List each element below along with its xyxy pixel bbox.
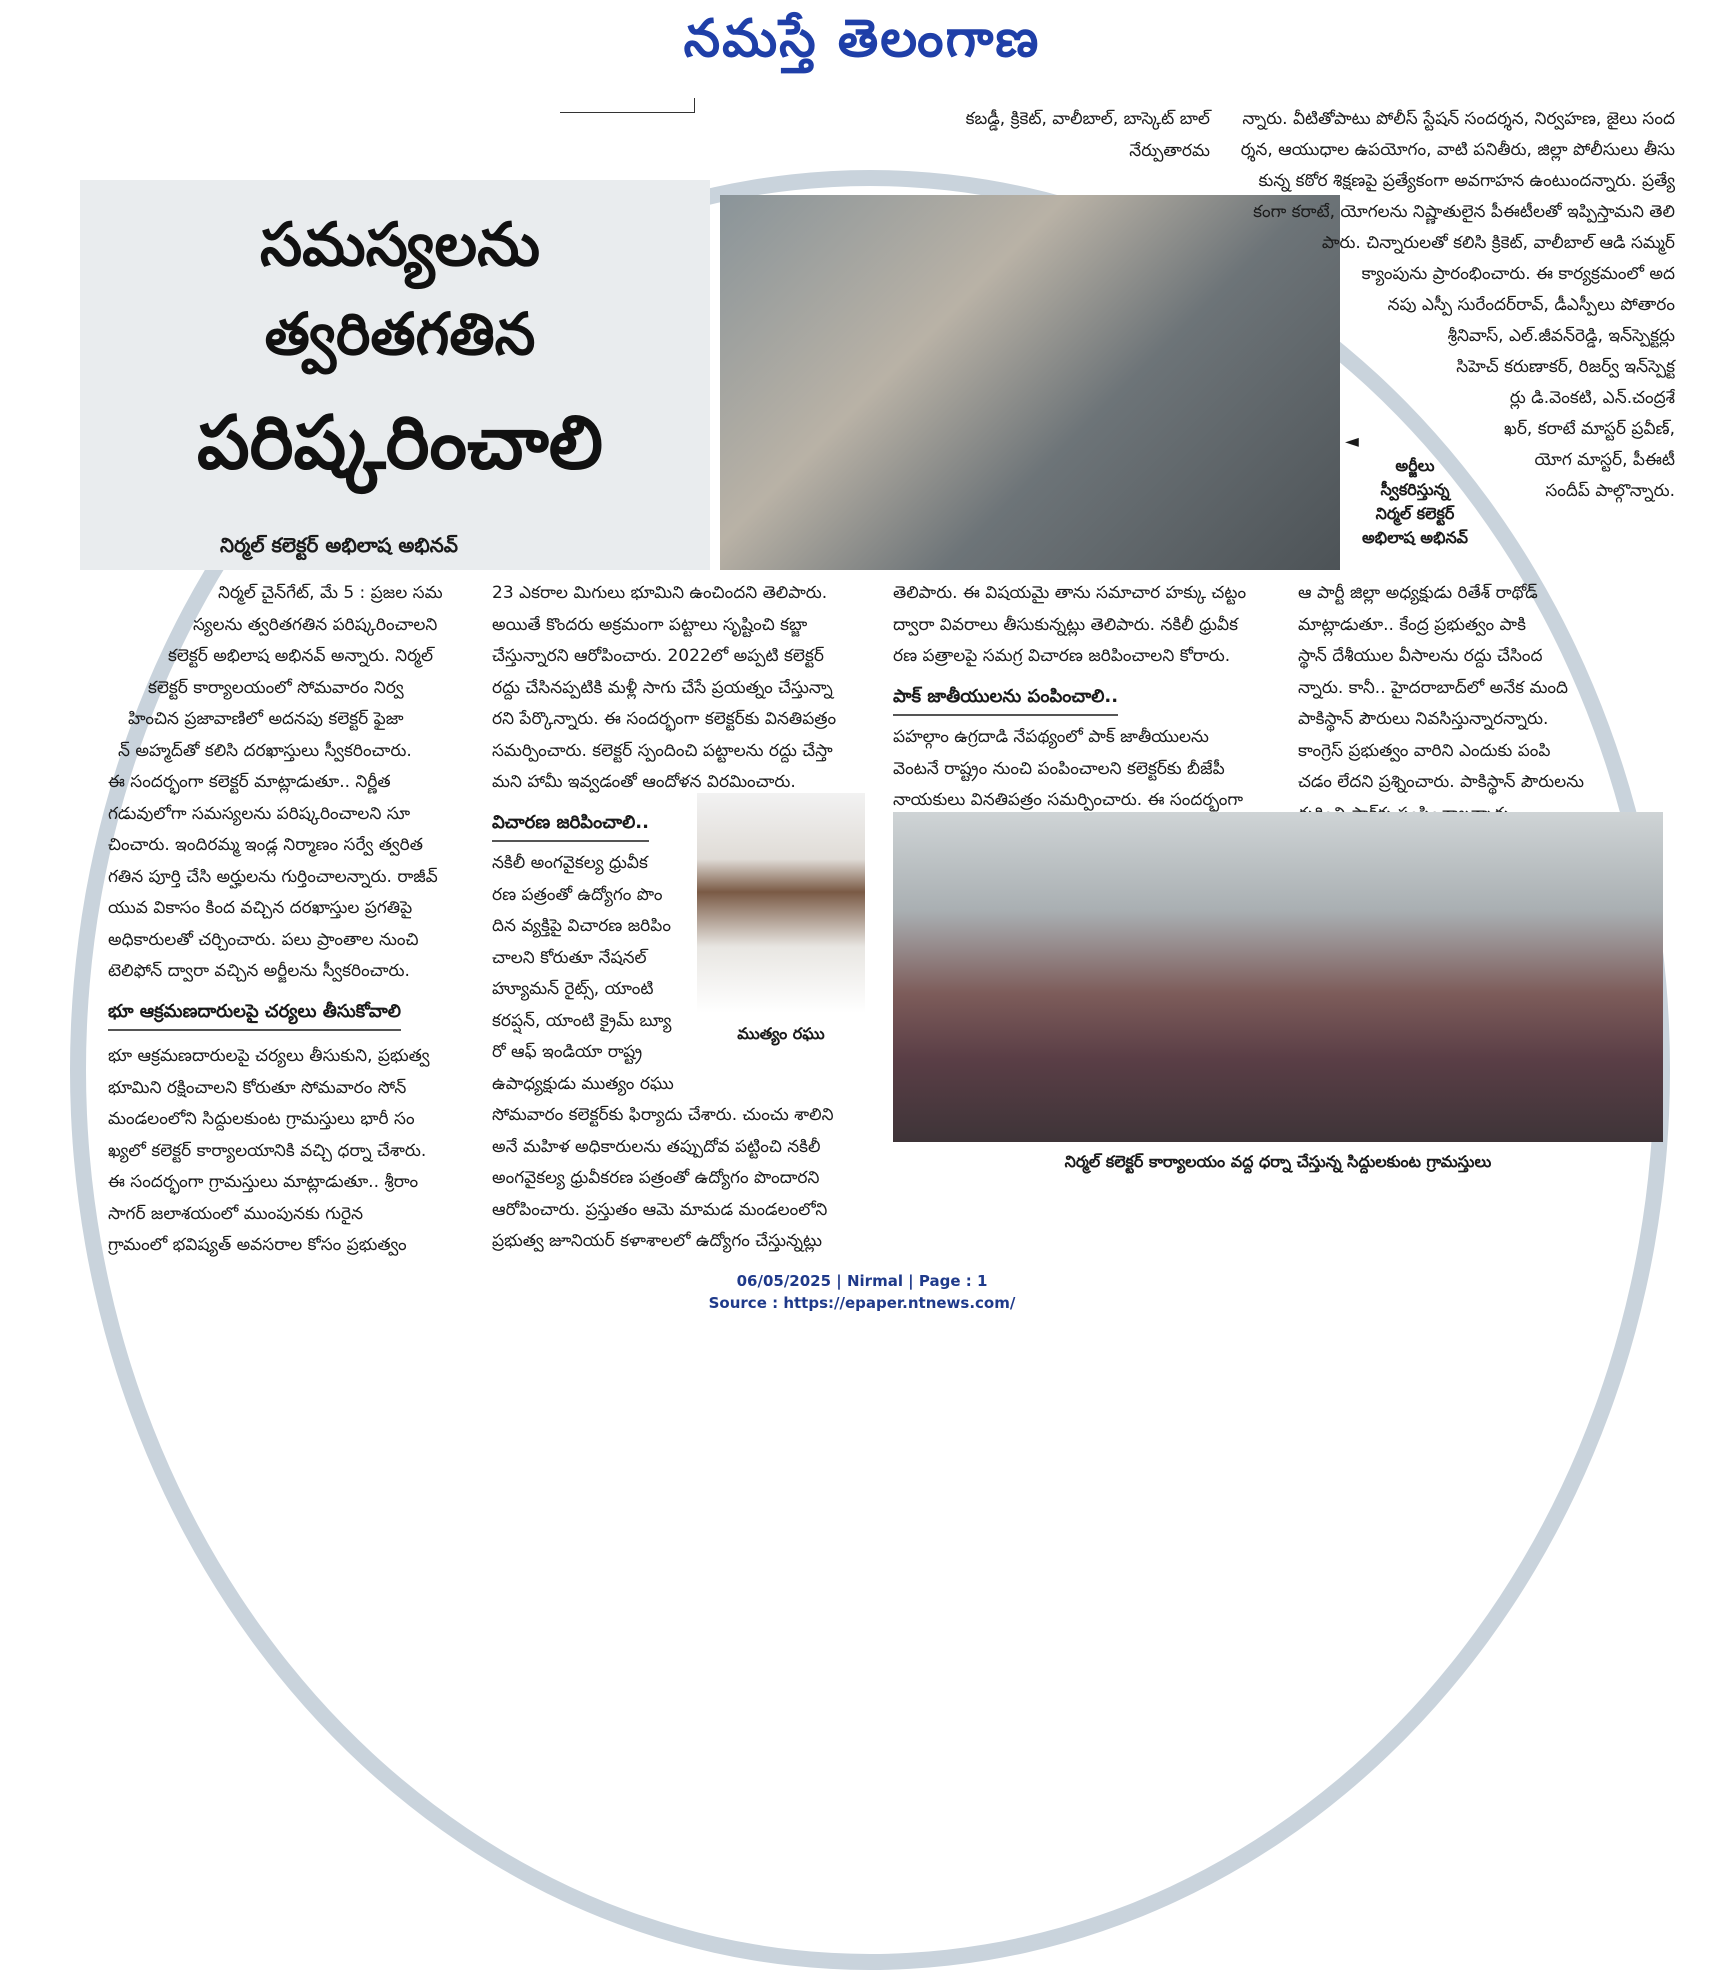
text-line: కలెక్టర్ కార్యాలయంలో సోమవారం నిర్వ	[148, 677, 404, 698]
text-line: పారు. చిన్నారులతో కలిసి క్రికెట్, వాలీబాల్ ఆడి సమ్మర్	[1321, 233, 1675, 253]
text-line: ద్వారా వివరాలు తీసుకున్నట్లు తెలిపారు. నకిలీ ధ్రువీక	[893, 614, 1239, 635]
text-line: నపు ఎస్పీ సురేందర్‌రావ్, డీఎస్పీలు పోతారం	[1387, 295, 1675, 315]
subhead-inquiry: విచారణ జరిపించాలి..	[492, 807, 649, 843]
text-line: కలెక్టర్ అభిలాష అభినవ్ అన్నారు. నిర్మల్	[168, 646, 434, 666]
text-line: 23 ఎకరాల మిగులు భూమిని ఉంచిందని తెలిపారు.	[492, 583, 828, 603]
text-line: అధికారులతో చర్చించారు. పలు ప్రాంతాల నుంచి	[108, 929, 419, 950]
text-line: పాకిస్థాన్ పౌరులు నివసిస్తున్నారన్నారు.	[1298, 709, 1549, 729]
text-line: ర్లు డి.వెంకటి, ఎన్.చంద్రశే	[1509, 388, 1675, 408]
byline: నిర్మల్ కలెక్టర్ అభిలాష అభినవ్	[220, 533, 459, 557]
text-line: టెలిఫోన్ ద్వారా వచ్చిన అర్జీలను స్వీకరించారు.	[108, 961, 410, 981]
text-line: స్థాన్ దేశీయుల వీసాలను రద్దు చేసింద	[1298, 646, 1543, 666]
text-line: ప్రభుత్వ జూనియర్ కళాశాలలో ఉద్యోగం చేస్తున్నట్లు	[492, 1231, 822, 1251]
text-line: ర్శన, ఆయుధాల ఉపయోగం, వాటి పనితీరు, జిల్లా పోలీసులు తీసు	[1240, 140, 1675, 160]
text-line: హ్యూమన్ రైట్స్, యాంటి	[492, 979, 654, 999]
headline-line: సమస్యలను	[260, 210, 540, 280]
text-line: మండలంలోని సిద్దులకుంట గ్రామస్తులు భారీ సం	[108, 1109, 415, 1129]
caption-line: స్వీకరిస్తున్న	[1380, 480, 1450, 499]
text-line: పహల్గాం ఉగ్రదాడి నేపథ్యంలో పాక్ జాతీయులను	[893, 727, 1209, 747]
headline-line: పరిష్కరించాలి	[197, 400, 603, 486]
photo-villagers-dharna	[893, 812, 1663, 1142]
top-fragment-line: నేర్పుతారమ	[1129, 140, 1210, 161]
text-line: గతిన పూర్తి చేసి అర్హులను గుర్తించాలన్నారు. రాజీవ్	[108, 866, 438, 887]
text-line: గడువులోగా సమస్యలను పరిష్కరించాలని సూ	[108, 803, 411, 824]
text-line: మని హామీ ఇవ్వడంతో ఆందోళన విరమించారు.	[492, 772, 796, 792]
text-line: చేస్తున్నారని ఆరోపించారు. 2022లో అప్పటి కలెక్టర్	[492, 646, 824, 666]
text-line: అనే మహిళ అధికారులను తప్పుదోవ పట్టించి నకిలీ	[492, 1136, 821, 1157]
text-line: యోగ మాస్టర్, పీఈటీ	[1534, 450, 1675, 470]
text-line: రణ పత్రాలపై సమగ్ర విచారణ జరిపించాలని కోరారు.	[893, 646, 1231, 666]
text-line: సందీప్ పాల్గొన్నారు.	[1545, 481, 1675, 501]
text-line: కరప్షన్, యాంటి క్రైమ్ బ్యూ	[492, 1010, 672, 1031]
text-line: సోమవారం కలెక్టర్‌కు ఫిర్యాదు చేశారు. చుంచు శాలిని	[492, 1105, 834, 1125]
top-fragment	[910, 104, 1210, 167]
text-line: ఖర్, కరాటే మాస్టర్ ప్రవీణ్,	[1503, 419, 1675, 439]
caption-line: నిర్మల్ కలెక్టర్	[1375, 504, 1455, 523]
text-line: ఆరోపించారు. ప్రస్తుతం ఆమె మామడ మండలంలోని	[492, 1199, 828, 1220]
text-line: చడం లేదని ప్రశ్నించారు. పాకిస్థాన్ పౌరులను	[1298, 772, 1585, 792]
text-line: నాయకులు వినతిపత్రం సమర్పించారు. ఈ సందర్భంగా	[893, 790, 1244, 810]
headline-line: త్వరితగతిన	[264, 300, 536, 368]
text-line: న్నారు. వీటితోపాటు పోలీస్ స్టేషన్ సందర్శన, నిర్వహణ, జైలు సంద	[1242, 109, 1675, 129]
text-line: భూ ఆక్రమణదారులపై చర్యలు తీసుకుని, ప్రభుత్వ	[108, 1046, 430, 1066]
footer-date-line: 06/05/2025 | Nirmal | Page : 1	[736, 1272, 988, 1290]
subhead-land-encroachers: భూ ఆక్రమణదారులపై చర్యలు తీసుకోవాలి	[108, 996, 401, 1032]
text-line: కాంగ్రెస్ ప్రభుత్వం వారిని ఎందుకు పంపి	[1298, 740, 1551, 761]
text-line: ఈ సందర్భంగా గ్రామస్తులు మాట్లాడుతూ.. శ్రీరాం	[108, 1172, 419, 1192]
caption-line: అభిలాష అభినవ్	[1361, 528, 1469, 547]
text-line: శ్రీనివాస్, ఎల్.జీవన్‌రెడ్డి, ఇన్‌స్పెక్టర్లు	[1447, 326, 1675, 346]
text-line: ఈ సందర్భంగా కలెక్టర్ మాట్లాడుతూ.. నిర్ణీత	[108, 772, 391, 792]
text-line: తెలిపారు. ఈ విషయమై తాను సమాచార హక్కు చట్టం	[893, 583, 1247, 603]
top-rule-tick	[694, 98, 695, 112]
footer-source-line: Source : https://epaper.ntnews.com/	[708, 1294, 1016, 1312]
text-line: స్యలను త్వరితగతిన పరిష్కరించాలని	[193, 614, 438, 635]
subhead-pak-nationals: పాక్ జాతీయులను పంపించాలి..	[893, 681, 1118, 717]
article-column-3	[893, 578, 1271, 817]
portrait-muthyam-raghu	[697, 793, 865, 1013]
text-line: అయితే కొందరు అక్రమంగా పట్టాలు సృష్టించి కబ్జా	[492, 614, 808, 635]
text-line: దిన వ్యక్తిపై విచారణ జరిపిం	[492, 916, 671, 936]
text-line: సిహెచ్ కరుణాకర్, రిజర్వ్ ఇన్‌స్పెక్ట	[1456, 357, 1675, 377]
text-line: యువ వికాసం కింద వచ్చిన దరఖాస్తుల ప్రగతిపై	[108, 898, 413, 918]
right-top-column	[1235, 104, 1675, 507]
text-line: ఆ పార్టీ జిల్లా అధ్యక్షుడు రితేశ్ రాథోడ్	[1298, 583, 1538, 603]
text-line: న్నారు. కానీ.. హైదరాబాద్‌లో అనేక మంది	[1298, 677, 1569, 698]
text-line: నిర్మల్ చైన్‌గేట్, మే 5 : ప్రజల సమ	[218, 583, 443, 603]
top-rule-left	[560, 112, 695, 113]
text-line: రో ఆఫ్ ఇండియా రాష్ట్ర	[492, 1042, 643, 1062]
text-line: రని పేర్కొన్నారు. ఈ సందర్భంగా కలెక్టర్‌కు వినతిపత్రం	[492, 709, 837, 729]
top-fragment-line: కబడ్డీ, క్రికెట్, వాలీబాల్, బాస్కెట్ బాల్	[965, 109, 1210, 129]
text-line: గ్రామంలో భవిష్యత్ అవసరాల కోసం ప్రభుత్వం	[108, 1235, 407, 1255]
text-line: రణ పత్రంతో ఉద్యోగం పొం	[492, 884, 663, 905]
text-line: కున్న కఠోర శిక్షణపై ప్రత్యేకంగా అవగాహన ఉంటుందన్నారు. ప్రత్యే	[1258, 171, 1675, 191]
text-line: మాట్లాడుతూ.. కేంద్ర ప్రభుత్వం పాకి	[1298, 614, 1526, 635]
portrait-caption: ముత్యం రఘు	[737, 1024, 825, 1043]
text-line: సాగర్ జలాశయంలో ముంపునకు గురైన	[108, 1203, 364, 1224]
caption-arrow-icon: ◄	[1345, 431, 1359, 452]
text-line: సమర్పించారు. కలెక్టర్ స్పందించి పట్టాలను రద్దు చేస్తా	[492, 740, 833, 761]
text-line: ఖ్యలో కలెక్టర్ కార్యాలయానికి వచ్చి ధర్నా చేశారు.	[108, 1140, 427, 1161]
text-line: వెంటనే రాష్ట్రం నుంచి పంపించాలని కలెక్టర్‌కు బీజేపీ	[893, 758, 1225, 779]
text-line: అంగవైకల్య ధ్రువీకరణ పత్రంతో ఉద్యోగం పొందారని	[492, 1168, 820, 1188]
photo2-caption: నిర్మల్ కలెక్టర్ కార్యాలయం వద్ద ధర్నా చేస్తున్న సిద్దులకుంట గ్రామస్తులు	[1064, 1152, 1492, 1171]
text-line: క్యాంపును ప్రారంభించారు. ఈ కార్యక్రమంలో అద	[1361, 264, 1675, 284]
text-line: కంగా కరాటే, యోగలను నిష్ణాతులైన పీఈటీలతో ఇప్పిస్తామని తెలి	[1253, 202, 1675, 222]
article-column-1	[108, 578, 464, 1262]
caption-line: అర్జీలు	[1395, 456, 1435, 475]
text-line: రద్దు చేసినప్పటికి మళ్లీ సాగు చేసే ప్రయత్నం చేస్తున్నా	[492, 677, 833, 698]
masthead: నమస్తే తెలంగాణ	[683, 8, 1041, 69]
text-line: న్ అహ్మద్‌తో కలిసి దరఖాస్తులు స్వీకరించారు.	[118, 740, 412, 761]
text-line: హించిన ప్రజావాణిలో అదనపు కలెక్టర్ ఫైజా	[128, 709, 404, 729]
text-line: భూమిని రక్షించాలని కోరుతూ సోమవారం సోన్	[108, 1077, 407, 1098]
text-line: ఉపాధ్యక్షుడు ముత్యం రఘు	[492, 1073, 674, 1094]
article-column-4	[1298, 578, 1638, 830]
text-line: నకిలీ అంగవైకల్య ధ్రువీక	[492, 853, 648, 873]
text-line: చించారు. ఇందిరమ్మ ఇండ్ల నిర్మాణం సర్వే త్వరిత	[108, 835, 423, 855]
text-line: చాలని కోరుతూ నేషనల్	[492, 947, 647, 968]
